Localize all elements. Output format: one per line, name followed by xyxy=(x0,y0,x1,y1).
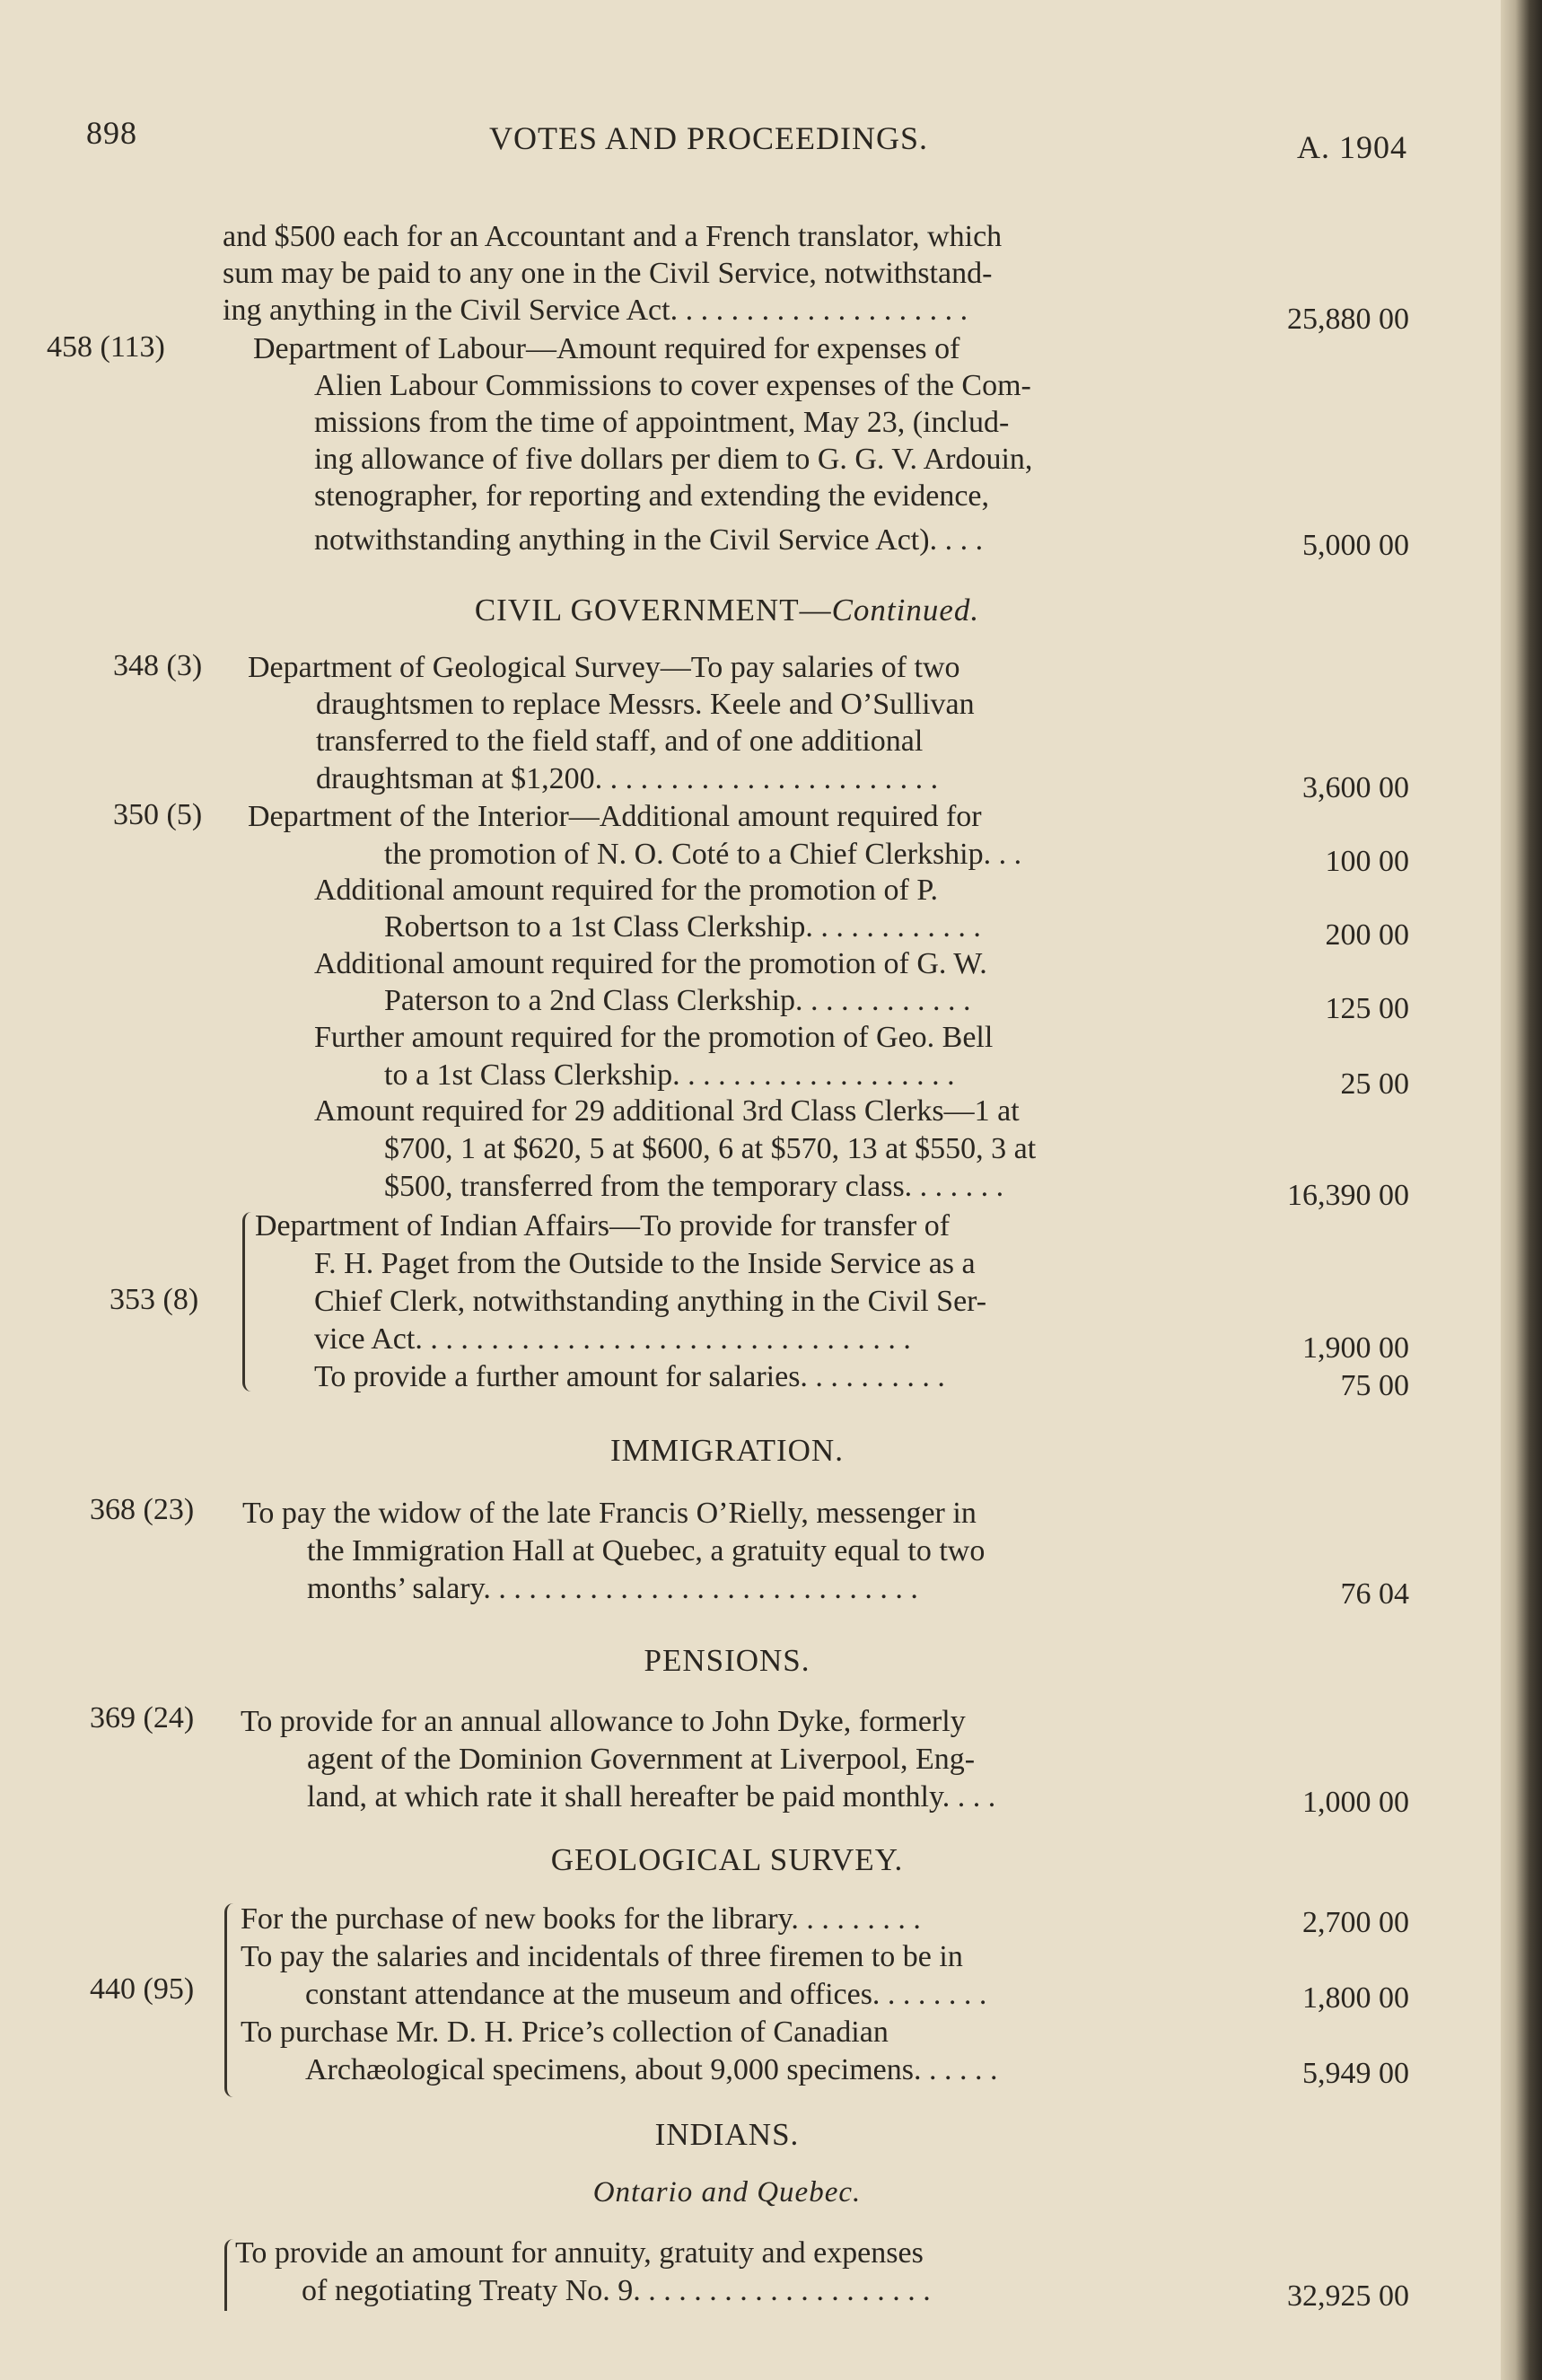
entry-text: Department of Geological Survey—To pay salaries of two xyxy=(248,651,960,684)
section-heading: PENSIONS. xyxy=(644,1643,810,1678)
entry-amount: 100 00 xyxy=(1325,845,1409,878)
entry-text: Robertson to a 1st Class Clerkship. . . . . . . . . . . . xyxy=(384,910,981,944)
section-heading: GEOLOGICAL SURVEY. xyxy=(550,1842,904,1877)
vote-reference: 369 (24) xyxy=(90,1701,195,1735)
running-year: A. 1904 xyxy=(1297,129,1407,165)
entry-text: Additional amount required for the promotion of P. xyxy=(314,874,938,907)
section-heading: INDIANS. xyxy=(654,2117,800,2152)
entry-text: sum may be paid to any one in the Civil Service, notwithstand- xyxy=(223,257,993,290)
entry-text: ing allowance of five dollars per diem to G. G. V. Ardouin, xyxy=(314,443,1033,476)
entry-text: the promotion of N. O. Coté to a Chief Clerkship. . . xyxy=(384,838,1022,871)
section-heading-continued: Continued. xyxy=(831,593,980,628)
vote-reference: 353 (8) xyxy=(110,1283,199,1316)
vote-reference: 440 (95) xyxy=(90,1972,195,2006)
entry-amount: 25 00 xyxy=(1340,1067,1409,1101)
brace xyxy=(224,1903,240,2097)
entry-amount: 76 04 xyxy=(1340,1577,1409,1611)
entry-text: to a 1st Class Clerkship. . . . . . . . . . . . . . . . . . . xyxy=(384,1058,955,1092)
vote-reference: 458 (113) xyxy=(47,330,165,364)
entry-text: $500, transferred from the temporary class. . . . . . . xyxy=(384,1170,1004,1203)
entry-amount: 5,949 00 xyxy=(1302,2057,1409,2090)
entry-text: agent of the Dominion Government at Liverpool, Eng- xyxy=(307,1743,976,1776)
entry-amount: 2,700 00 xyxy=(1302,1906,1409,1939)
vote-reference: 350 (5) xyxy=(113,798,203,831)
page-binding-edge xyxy=(1501,0,1542,2380)
entry-text: To provide for an annual allowance to John Dyke, formerly xyxy=(241,1705,966,1738)
entry-text: missions from the time of appointment, May 23, (includ- xyxy=(314,406,1010,439)
entry-text: Additional amount required for the promotion of G. W. xyxy=(314,947,987,980)
entry-text: To provide an amount for annuity, gratuity and expenses xyxy=(235,2236,924,2270)
entry-amount: 200 00 xyxy=(1325,918,1409,952)
entry-text: of negotiating Treaty No. 9. . . . . . . . . . . . . . . . . . . . xyxy=(302,2274,931,2307)
entry-text: Paterson to a 2nd Class Clerkship. . . . . . . . . . . . xyxy=(384,984,971,1017)
entry-text: Archæological specimens, about 9,000 specimens. . . . . . xyxy=(305,2053,998,2086)
entry-text: transferred to the field staff, and of one additional xyxy=(316,725,924,758)
entry-text: Department of the Interior—Additional amount required for xyxy=(248,800,982,833)
entry-amount: 1,900 00 xyxy=(1302,1331,1409,1365)
entry-amount: 5,000 00 xyxy=(1302,529,1409,562)
entry-amount: 32,925 00 xyxy=(1287,2279,1409,2313)
entry-text: $700, 1 at $620, 5 at $600, 6 at $570, 13 at $550, 3 at xyxy=(384,1132,1037,1165)
entry-text: months’ salary. . . . . . . . . . . . . . . . . . . . . . . . . . . . . xyxy=(307,1572,918,1605)
entry-text: To pay the widow of the late Francis O’Rielly, messenger in xyxy=(242,1497,977,1530)
section-subheading: Ontario and Quebec. xyxy=(592,2176,862,2209)
entry-text: stenographer, for reporting and extending the evidence, xyxy=(314,479,990,513)
entry-text: To purchase Mr. D. H. Price’s collection of Canadian xyxy=(241,2016,889,2049)
entry-text: To pay the salaries and incidentals of three firemen to be in xyxy=(241,1940,963,1973)
entry-text: Chief Clerk, notwithstanding anything in the Civil Ser- xyxy=(314,1285,987,1318)
entry-amount: 1,800 00 xyxy=(1302,1981,1409,2015)
entry-text: Alien Labour Commissions to cover expenses of the Com- xyxy=(314,369,1031,402)
entry-text: and $500 each for an Accountant and a French translator, which xyxy=(223,220,1003,253)
running-title: VOTES AND PROCEEDINGS. xyxy=(489,120,929,156)
entry-text: For the purchase of new books for the library. . . . . . . . . xyxy=(241,1902,921,1936)
entry-amount: 3,600 00 xyxy=(1302,771,1409,804)
entry-text: land, at which rate it shall hereafter be paid monthly. . . . xyxy=(307,1780,996,1814)
vote-reference: 368 (23) xyxy=(90,1493,195,1526)
section-heading-text: CIVIL GOVERNMENT— xyxy=(474,593,832,628)
entry-text: Department of Labour—Amount required for expenses of xyxy=(253,332,960,365)
entry-text: the Immigration Hall at Quebec, a gratuity equal to two xyxy=(307,1534,986,1568)
entry-text: notwithstanding anything in the Civil Service Act). . . . xyxy=(314,523,984,557)
entry-text: Department of Indian Affairs—To provide for transfer of xyxy=(255,1209,951,1243)
entry-text: vice Act. . . . . . . . . . . . . . . . . . . . . . . . . . . . . . . . . xyxy=(314,1322,911,1356)
entry-text: F. H. Paget from the Outside to the Inside Service as a xyxy=(314,1247,976,1280)
vote-reference: 348 (3) xyxy=(113,649,203,682)
entry-amount: 75 00 xyxy=(1340,1369,1409,1402)
page-number: 898 xyxy=(86,115,137,151)
entry-text: To provide a further amount for salaries. . . . . . . . . . xyxy=(314,1360,945,1393)
entry-amount: 25,880 00 xyxy=(1287,303,1409,336)
section-heading xyxy=(0,593,1454,628)
entry-amount: 1,000 00 xyxy=(1302,1786,1409,1819)
entry-text: draughtsmen to replace Messrs. Keele and O’Sullivan xyxy=(316,688,975,721)
entry-text: constant attendance at the museum and offices. . . . . . . . xyxy=(305,1978,987,2011)
entry-text: Amount required for 29 additional 3rd Class Clerks—1 at xyxy=(314,1094,1020,1128)
entry-amount: 16,390 00 xyxy=(1287,1179,1409,1212)
entry-amount: 125 00 xyxy=(1325,992,1409,1025)
entry-text: Further amount required for the promotion of Geo. Bell xyxy=(314,1021,994,1054)
entry-text: ing anything in the Civil Service Act. . . . . . . . . . . . . . . . . . . . xyxy=(223,294,968,327)
section-heading: IMMIGRATION. xyxy=(610,1433,844,1468)
entry-text: draughtsman at $1,200. . . . . . . . . . . . . . . . . . . . . . . xyxy=(316,762,939,795)
